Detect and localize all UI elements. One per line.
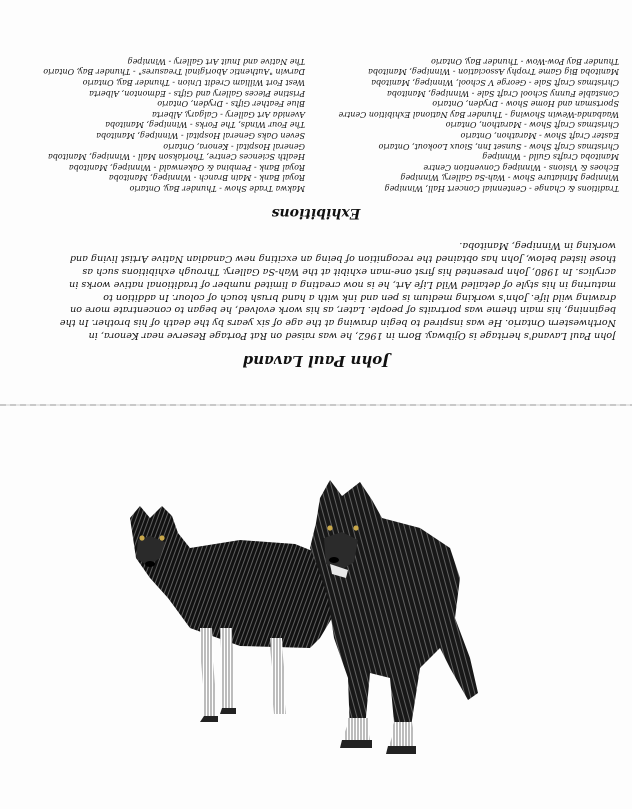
exhibition-item: Darwin "Authentic Aboriginal Treasures" - Thunder Bay, Ontario bbox=[43, 67, 305, 77]
bio-line: beginning, his main theme was portraits of people. Later, as his work evolved, he began to concentrate more on bbox=[70, 304, 616, 316]
exhibition-item: Christmas Craft Show - Sunset Inn, Sioux Lookout, Ontario bbox=[378, 141, 619, 151]
exhibition-item: Seven Oaks General Hospital - Winnipeg, Manitoba bbox=[96, 131, 305, 141]
bio-line: maturing in his style of detailed Wild Life Art, he is now creating a limited number of traditional native works in bbox=[69, 278, 616, 290]
bio-line: John Paul Lavand's heritage is Ojibway. Born in 1962, he was raised on Rat Portage Reserve near Kenora, in bbox=[88, 330, 616, 341]
right-wolf bbox=[310, 480, 478, 754]
exhibition-item: Christmas Craft Show - Marathon, Ontario bbox=[445, 120, 619, 130]
exhibition-item: Echoes & Visions - Winnipeg Convention Centre bbox=[423, 162, 619, 172]
bio-line: drawing wild life. John's working medium is pen and ink with a hand brush touch of colour. In addition to bbox=[103, 291, 616, 303]
exhibition-item: Avenida Art Gallery - Calgary, Alberta bbox=[151, 109, 305, 119]
exhibition-item: Traditions & Change - Centennial Concert Hall, Winnipeg bbox=[384, 184, 619, 193]
exhibition-item: Christmas Craft Sale - George V School, Winnipeg, Manitoba bbox=[371, 78, 619, 88]
exhibition-item: General Hospital - Kenora, Ontario bbox=[163, 141, 305, 151]
exhibition-item: Blue Feather Gifts - Dryden, Ontario bbox=[157, 99, 305, 109]
exhibition-item: The Native and Inuit Art Gallery - Winnipeg bbox=[127, 56, 305, 66]
exhibitions-list-left bbox=[338, 55, 619, 193]
exhibition-item: Makwa Trade Show - Thunder Bay, Ontario bbox=[129, 184, 305, 193]
exhibition-item: Waabanda-Wewin Showing - Thunder Bay National Exhibition Centre bbox=[338, 109, 619, 119]
exhibition-item: Winnipeg Miniature Show - Wah-Sa Gallery, Winnipeg bbox=[400, 173, 619, 183]
left-wolf bbox=[130, 506, 340, 722]
bio-line: Northwestern Ontario. He was inspired to begin drawing at the age of six years by the death of his brother. In the bbox=[59, 317, 616, 329]
exhibition-item: Easter Craft Show - Marathon, Ontario bbox=[460, 131, 619, 141]
artist-biography bbox=[18, 239, 616, 341]
bio-line: those listed below, John has obtained the recognition of being an exciting new Canadian Native Artist living and bbox=[69, 253, 616, 265]
wolves-illustration bbox=[120, 478, 490, 778]
exhibition-item: Thunder Bay Pow-Wow - Thunder Bay, Ontario bbox=[431, 56, 619, 66]
exhibition-item: Constable Funny School Craft Sale - Winnipeg, Manitoba bbox=[387, 88, 619, 98]
exhibition-item: West Fort William Credit Union - Thunder Bay, Ontario bbox=[82, 78, 305, 88]
artist-name-title: John Paul Lavand bbox=[242, 352, 390, 370]
exhibition-item: Royal Bank - Pembina & Oakenwald - Winnipeg, Manitoba bbox=[68, 162, 305, 172]
exhibitions-list-right bbox=[43, 55, 305, 193]
exhibition-item: Pristine Pieces Gallery and Gifts - Edmonton, Alberta bbox=[89, 88, 305, 98]
exhibition-item: Health Sciences Centre, Thorlakson Mall - Winnipeg, Manitoba bbox=[47, 152, 305, 162]
wolf-illustration-panel bbox=[0, 406, 632, 809]
exhibition-item: Manitoba Crafts Guild - Winnipeg bbox=[482, 152, 619, 162]
bio-line: acrylics. In 1980, John presented his first one-man exhibit at the Wah-Sa Gallery. Through exhibitions such as bbox=[82, 266, 616, 278]
exhibitions-heading: Exhibitions bbox=[271, 205, 361, 221]
bio-line: working in Winnipeg, Manitoba. bbox=[459, 240, 616, 252]
artist-bio-panel bbox=[0, 0, 632, 404]
exhibition-item: Royal Bank - Main Branch - Winnipeg, Manitoba bbox=[108, 173, 305, 183]
exhibition-item: The Four Winds, The Forks - Winnipeg, Manitoba bbox=[105, 120, 305, 130]
exhibition-item: Sportsman and Home Show - Dryden, Ontario bbox=[432, 99, 619, 109]
exhibition-item: Manitoba Big Game Trophy Association - Winnipeg, Manitoba bbox=[368, 67, 619, 77]
